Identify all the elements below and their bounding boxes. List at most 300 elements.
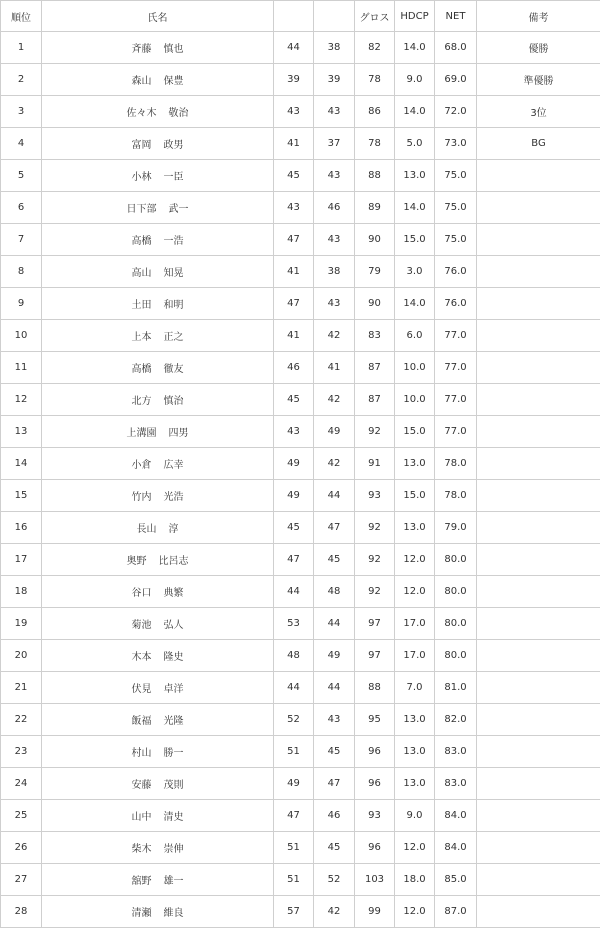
hdcp-cell: 13.0 — [395, 448, 435, 480]
first-name: 光浩 — [163, 492, 184, 503]
name-cell — [42, 512, 274, 544]
net-cell: 76.0 — [435, 256, 477, 288]
first-name: 徹友 — [163, 364, 184, 375]
out-score-cell: 39 — [274, 64, 314, 96]
gross-cell: 103 — [355, 864, 395, 896]
name-cell — [42, 224, 274, 256]
rank-cell: 21 — [1, 672, 42, 704]
name-cell — [42, 736, 274, 768]
first-name: 慎治 — [163, 396, 184, 407]
note-cell: 3位 — [477, 96, 600, 128]
net-cell: 80.0 — [435, 544, 477, 576]
rank-cell: 6 — [1, 192, 42, 224]
in-score-cell: 46 — [314, 192, 355, 224]
net-cell: 77.0 — [435, 384, 477, 416]
last-name: 伏見 — [131, 684, 152, 695]
rank-cell: 1 — [1, 32, 42, 64]
gross-cell: 87 — [355, 384, 395, 416]
net-cell: 68.0 — [435, 32, 477, 64]
rank-cell: 3 — [1, 96, 42, 128]
in-score-cell: 44 — [314, 480, 355, 512]
table-row — [1, 416, 600, 448]
note-cell — [477, 640, 600, 672]
gross-cell: 96 — [355, 832, 395, 864]
hdcp-cell: 12.0 — [395, 544, 435, 576]
first-name: 維良 — [163, 908, 184, 919]
last-name: 山中 — [131, 812, 152, 823]
gross-cell: 93 — [355, 480, 395, 512]
name-cell — [42, 160, 274, 192]
last-name: 上本 — [131, 332, 152, 343]
table-row — [1, 768, 600, 800]
note-cell — [477, 576, 600, 608]
out-score-cell: 47 — [274, 224, 314, 256]
hdcp-cell: 15.0 — [395, 480, 435, 512]
rank-cell: 24 — [1, 768, 42, 800]
first-name: 広幸 — [163, 460, 184, 471]
rank-cell: 18 — [1, 576, 42, 608]
note-cell — [477, 896, 600, 928]
note-cell — [477, 832, 600, 864]
first-name: 崇伸 — [163, 844, 184, 855]
gross-cell: 95 — [355, 704, 395, 736]
net-cell: 73.0 — [435, 128, 477, 160]
out-score-cell: 49 — [274, 448, 314, 480]
net-cell: 83.0 — [435, 736, 477, 768]
net-cell: 78.0 — [435, 480, 477, 512]
header-note: 備考 — [477, 1, 600, 32]
net-cell: 77.0 — [435, 320, 477, 352]
out-score-cell: 49 — [274, 480, 314, 512]
gross-cell: 92 — [355, 544, 395, 576]
net-cell: 85.0 — [435, 864, 477, 896]
name-cell — [42, 192, 274, 224]
out-score-cell: 47 — [274, 544, 314, 576]
name-cell — [42, 544, 274, 576]
name-cell — [42, 352, 274, 384]
note-cell — [477, 736, 600, 768]
rank-cell: 25 — [1, 800, 42, 832]
results-body — [1, 32, 600, 928]
rank-cell: 17 — [1, 544, 42, 576]
rank-cell: 7 — [1, 224, 42, 256]
in-score-cell: 38 — [314, 32, 355, 64]
first-name: 比呂志 — [158, 556, 189, 567]
rank-cell: 27 — [1, 864, 42, 896]
hdcp-cell: 9.0 — [395, 64, 435, 96]
in-score-cell: 43 — [314, 96, 355, 128]
first-name: 武一 — [168, 204, 189, 215]
hdcp-cell: 12.0 — [395, 576, 435, 608]
table-row — [1, 576, 600, 608]
last-name: 安藤 — [131, 780, 152, 791]
net-cell: 78.0 — [435, 448, 477, 480]
last-name: 木本 — [131, 652, 152, 663]
table-row — [1, 32, 600, 64]
first-name: 一浩 — [163, 236, 184, 247]
last-name: 長山 — [136, 524, 157, 535]
gross-cell: 86 — [355, 96, 395, 128]
rank-cell: 8 — [1, 256, 42, 288]
last-name: 飯福 — [131, 716, 152, 727]
net-cell: 77.0 — [435, 352, 477, 384]
last-name: 高橋 — [131, 236, 152, 247]
note-cell — [477, 672, 600, 704]
name-cell — [42, 256, 274, 288]
first-name: 正之 — [163, 332, 184, 343]
net-cell: 79.0 — [435, 512, 477, 544]
in-score-cell: 52 — [314, 864, 355, 896]
gross-cell: 92 — [355, 512, 395, 544]
name-cell — [42, 832, 274, 864]
net-cell: 80.0 — [435, 576, 477, 608]
name-cell — [42, 704, 274, 736]
net-cell: 81.0 — [435, 672, 477, 704]
note-cell — [477, 224, 600, 256]
in-score-cell: 42 — [314, 384, 355, 416]
in-score-cell: 45 — [314, 544, 355, 576]
header-in — [314, 1, 355, 32]
out-score-cell: 51 — [274, 832, 314, 864]
in-score-cell: 37 — [314, 128, 355, 160]
hdcp-cell: 7.0 — [395, 672, 435, 704]
gross-cell: 97 — [355, 640, 395, 672]
in-score-cell: 45 — [314, 832, 355, 864]
rank-cell: 13 — [1, 416, 42, 448]
rank-cell: 19 — [1, 608, 42, 640]
last-name: 清瀬 — [131, 908, 152, 919]
out-score-cell: 51 — [274, 736, 314, 768]
in-score-cell: 45 — [314, 736, 355, 768]
table-row — [1, 128, 600, 160]
net-cell: 76.0 — [435, 288, 477, 320]
in-score-cell: 46 — [314, 800, 355, 832]
last-name: 高山 — [131, 268, 152, 279]
out-score-cell: 48 — [274, 640, 314, 672]
rank-cell: 26 — [1, 832, 42, 864]
table-row — [1, 544, 600, 576]
table-row — [1, 896, 600, 928]
rank-cell: 9 — [1, 288, 42, 320]
last-name: 佐々木 — [126, 108, 157, 119]
note-cell — [477, 544, 600, 576]
header-rank: 順位 — [1, 1, 42, 32]
first-name: 隆史 — [163, 652, 184, 663]
hdcp-cell: 15.0 — [395, 224, 435, 256]
out-score-cell: 57 — [274, 896, 314, 928]
rank-cell: 14 — [1, 448, 42, 480]
out-score-cell: 43 — [274, 416, 314, 448]
hdcp-cell: 17.0 — [395, 640, 435, 672]
in-score-cell: 43 — [314, 160, 355, 192]
note-cell — [477, 704, 600, 736]
gross-cell: 97 — [355, 608, 395, 640]
gross-cell: 91 — [355, 448, 395, 480]
table-row — [1, 832, 600, 864]
table-row — [1, 352, 600, 384]
table-row — [1, 672, 600, 704]
hdcp-cell: 12.0 — [395, 832, 435, 864]
gross-cell: 88 — [355, 160, 395, 192]
name-cell — [42, 320, 274, 352]
note-cell — [477, 352, 600, 384]
note-cell — [477, 192, 600, 224]
in-score-cell: 39 — [314, 64, 355, 96]
net-cell: 84.0 — [435, 800, 477, 832]
net-cell: 83.0 — [435, 768, 477, 800]
table-row — [1, 448, 600, 480]
in-score-cell: 41 — [314, 352, 355, 384]
first-name: 清史 — [163, 812, 184, 823]
name-cell — [42, 64, 274, 96]
hdcp-cell: 18.0 — [395, 864, 435, 896]
last-name: 北方 — [131, 396, 152, 407]
first-name: 一臣 — [163, 172, 184, 183]
name-cell — [42, 576, 274, 608]
table-row — [1, 384, 600, 416]
table-row — [1, 64, 600, 96]
hdcp-cell: 14.0 — [395, 288, 435, 320]
in-score-cell: 43 — [314, 288, 355, 320]
in-score-cell: 43 — [314, 224, 355, 256]
first-name: 四男 — [168, 428, 189, 439]
hdcp-cell: 10.0 — [395, 352, 435, 384]
note-cell — [477, 448, 600, 480]
gross-cell: 90 — [355, 288, 395, 320]
table-row — [1, 800, 600, 832]
first-name: 卓洋 — [163, 684, 184, 695]
out-score-cell: 41 — [274, 256, 314, 288]
in-score-cell: 49 — [314, 640, 355, 672]
rank-cell: 4 — [1, 128, 42, 160]
rank-cell: 12 — [1, 384, 42, 416]
name-cell — [42, 480, 274, 512]
last-name: 村山 — [131, 748, 152, 759]
net-cell: 87.0 — [435, 896, 477, 928]
out-score-cell: 41 — [274, 128, 314, 160]
header-hdcp: HDCP — [395, 1, 435, 32]
gross-cell: 90 — [355, 224, 395, 256]
last-name: 斉藤 — [131, 44, 152, 55]
first-name: 勝一 — [163, 748, 184, 759]
note-cell: BG — [477, 128, 600, 160]
note-cell — [477, 160, 600, 192]
name-cell — [42, 416, 274, 448]
gross-cell: 78 — [355, 128, 395, 160]
in-score-cell: 42 — [314, 896, 355, 928]
first-name: 光隆 — [163, 716, 184, 727]
gross-cell: 96 — [355, 768, 395, 800]
in-score-cell: 47 — [314, 512, 355, 544]
hdcp-cell: 13.0 — [395, 768, 435, 800]
hdcp-cell: 13.0 — [395, 704, 435, 736]
gross-cell: 89 — [355, 192, 395, 224]
rank-cell: 16 — [1, 512, 42, 544]
first-name: 茂則 — [163, 780, 184, 791]
net-cell: 84.0 — [435, 832, 477, 864]
gross-cell: 99 — [355, 896, 395, 928]
first-name: 雄一 — [163, 876, 184, 887]
gross-cell: 96 — [355, 736, 395, 768]
hdcp-cell: 6.0 — [395, 320, 435, 352]
net-cell: 72.0 — [435, 96, 477, 128]
out-score-cell: 51 — [274, 864, 314, 896]
last-name: 高橋 — [131, 364, 152, 375]
gross-cell: 87 — [355, 352, 395, 384]
table-row — [1, 480, 600, 512]
net-cell: 80.0 — [435, 640, 477, 672]
in-score-cell: 38 — [314, 256, 355, 288]
hdcp-cell: 12.0 — [395, 896, 435, 928]
out-score-cell: 43 — [274, 96, 314, 128]
table-row — [1, 608, 600, 640]
table-row — [1, 160, 600, 192]
hdcp-cell: 10.0 — [395, 384, 435, 416]
rank-cell: 22 — [1, 704, 42, 736]
net-cell: 82.0 — [435, 704, 477, 736]
rank-cell: 23 — [1, 736, 42, 768]
first-name: 知晃 — [163, 268, 184, 279]
out-score-cell: 44 — [274, 672, 314, 704]
net-cell: 75.0 — [435, 160, 477, 192]
rank-cell: 5 — [1, 160, 42, 192]
out-score-cell: 52 — [274, 704, 314, 736]
header-name: 氏名 — [42, 1, 274, 32]
out-score-cell: 47 — [274, 800, 314, 832]
table-row — [1, 96, 600, 128]
gross-cell: 78 — [355, 64, 395, 96]
first-name: 淳 — [168, 524, 179, 535]
last-name: 菊池 — [131, 620, 152, 631]
out-score-cell: 43 — [274, 192, 314, 224]
name-cell — [42, 288, 274, 320]
table-row — [1, 640, 600, 672]
hdcp-cell: 13.0 — [395, 512, 435, 544]
gross-cell: 82 — [355, 32, 395, 64]
note-cell — [477, 800, 600, 832]
note-cell — [477, 768, 600, 800]
in-score-cell: 42 — [314, 320, 355, 352]
hdcp-cell: 14.0 — [395, 192, 435, 224]
net-cell: 77.0 — [435, 416, 477, 448]
note-cell — [477, 256, 600, 288]
name-cell — [42, 128, 274, 160]
in-score-cell: 43 — [314, 704, 355, 736]
name-cell — [42, 608, 274, 640]
rank-cell: 20 — [1, 640, 42, 672]
out-score-cell: 45 — [274, 512, 314, 544]
table-row — [1, 864, 600, 896]
last-name: 日下部 — [126, 204, 157, 215]
hdcp-cell: 14.0 — [395, 96, 435, 128]
in-score-cell: 49 — [314, 416, 355, 448]
table-row — [1, 704, 600, 736]
note-cell — [477, 512, 600, 544]
out-score-cell: 47 — [274, 288, 314, 320]
table-row — [1, 224, 600, 256]
note-cell: 準優勝 — [477, 64, 600, 96]
table-row — [1, 192, 600, 224]
in-score-cell: 47 — [314, 768, 355, 800]
name-cell — [42, 768, 274, 800]
name-cell — [42, 672, 274, 704]
gross-cell: 93 — [355, 800, 395, 832]
table-row — [1, 288, 600, 320]
rank-cell: 11 — [1, 352, 42, 384]
note-cell — [477, 384, 600, 416]
out-score-cell: 45 — [274, 384, 314, 416]
note-cell: 優勝 — [477, 32, 600, 64]
last-name: 森山 — [131, 76, 152, 87]
last-name: 土田 — [131, 300, 152, 311]
in-score-cell: 44 — [314, 608, 355, 640]
rank-cell: 2 — [1, 64, 42, 96]
last-name: 富岡 — [131, 140, 152, 151]
hdcp-cell: 13.0 — [395, 160, 435, 192]
table-row — [1, 320, 600, 352]
hdcp-cell: 3.0 — [395, 256, 435, 288]
table-row — [1, 512, 600, 544]
name-cell — [42, 448, 274, 480]
hdcp-cell: 14.0 — [395, 32, 435, 64]
last-name: 竹内 — [131, 492, 152, 503]
last-name: 柴木 — [131, 844, 152, 855]
gross-cell: 79 — [355, 256, 395, 288]
first-name: 保豊 — [163, 76, 184, 87]
last-name: 小林 — [131, 172, 152, 183]
last-name: 谷口 — [131, 588, 152, 599]
hdcp-cell: 9.0 — [395, 800, 435, 832]
name-cell — [42, 640, 274, 672]
out-score-cell: 53 — [274, 608, 314, 640]
in-score-cell: 48 — [314, 576, 355, 608]
in-score-cell: 42 — [314, 448, 355, 480]
last-name: 奥野 — [126, 556, 147, 567]
net-cell: 75.0 — [435, 192, 477, 224]
header-out — [274, 1, 314, 32]
table-row — [1, 256, 600, 288]
first-name: 弘人 — [163, 620, 184, 631]
hdcp-cell: 5.0 — [395, 128, 435, 160]
out-score-cell: 45 — [274, 160, 314, 192]
hdcp-cell: 15.0 — [395, 416, 435, 448]
out-score-cell: 44 — [274, 32, 314, 64]
note-cell — [477, 320, 600, 352]
name-cell — [42, 384, 274, 416]
first-name: 典繁 — [163, 588, 184, 599]
note-cell — [477, 864, 600, 896]
last-name: 上溝園 — [126, 428, 157, 439]
gross-cell: 92 — [355, 416, 395, 448]
name-cell — [42, 864, 274, 896]
header-net: NET — [435, 1, 477, 32]
gross-cell: 92 — [355, 576, 395, 608]
name-cell — [42, 800, 274, 832]
last-name: 小倉 — [131, 460, 152, 471]
note-cell — [477, 288, 600, 320]
note-cell — [477, 480, 600, 512]
out-score-cell: 49 — [274, 768, 314, 800]
header-row — [1, 1, 600, 32]
hdcp-cell: 13.0 — [395, 736, 435, 768]
table-row — [1, 736, 600, 768]
header-gross: グロス — [355, 1, 395, 32]
first-name: 敬治 — [168, 108, 189, 119]
note-cell — [477, 608, 600, 640]
rank-cell: 15 — [1, 480, 42, 512]
first-name: 政男 — [163, 140, 184, 151]
out-score-cell: 41 — [274, 320, 314, 352]
